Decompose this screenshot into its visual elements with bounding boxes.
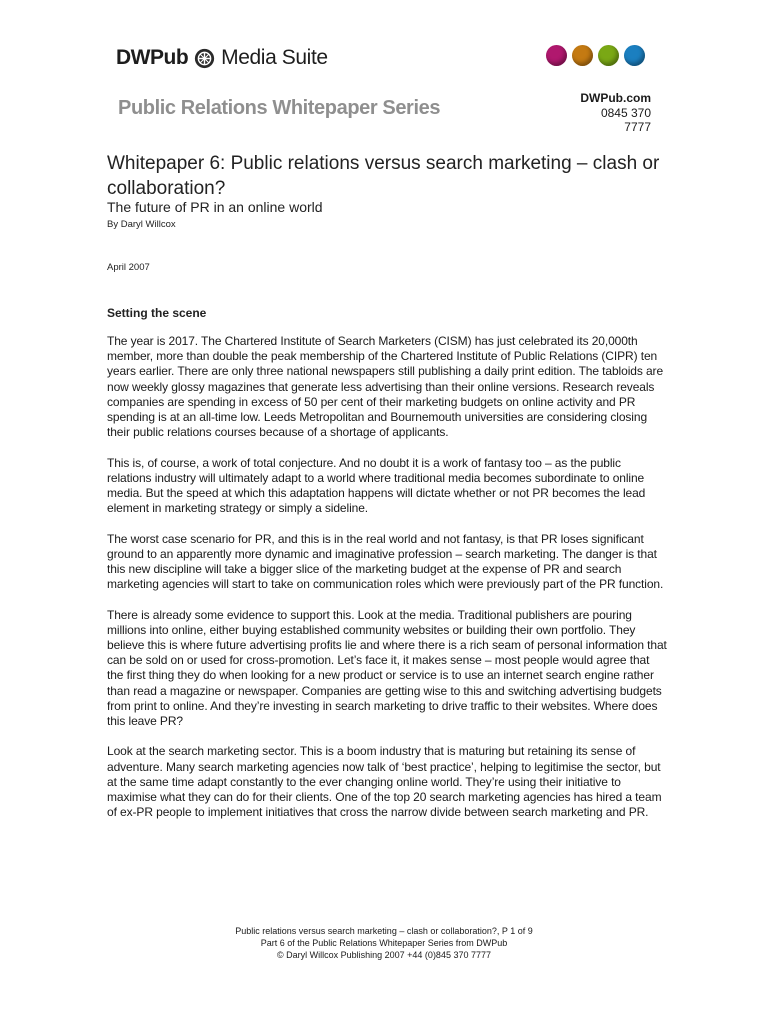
brand-suite: Media Suite	[221, 46, 328, 69]
contact-web-link[interactable]: DWPub.com	[580, 91, 651, 105]
paragraph-2: This is, of course, a work of total conjecture. And no doubt it is a work of fantasy too – as the public relations industry will ultimately adapt to a world where traditional media becomes subordinate to online media. But the speed at which this adaptation happens will dictate whether or not PR becomes the lead element in marketing strategy or simply a sideline.	[107, 455, 646, 516]
document-subtitle: The future of PR in an online world	[107, 199, 323, 215]
magenta-dot-icon	[546, 45, 567, 66]
blue-dot-icon	[624, 45, 645, 66]
paragraph-5: Look at the search marketing sector. This is a boom industry that is maturing but retaining its sense of adventure. Many search marketing agencies now talk of ‘best practice’, helping to legitimise the sector, but at the same time adapt constantly to the ever changing online world. They’re using their initiative to maximise what they can do for their clients. One of the top 20 search marketing agencies has hired a team of ex-PR people to implement initiatives that cross the narrow divide between search marketing and PR.	[107, 744, 662, 820]
section-heading: Setting the scene	[107, 306, 207, 320]
brand-name: DWPub	[116, 46, 189, 69]
series-title: Public Relations Whitepaper Series	[118, 97, 441, 119]
green-dot-icon	[598, 45, 619, 66]
orange-dot-icon	[572, 45, 593, 66]
footer-line-1: Public relations versus search marketing – clash or collaboration?, P 1 of 9	[235, 926, 533, 936]
paragraph-1: The year is 2017. The Chartered Institute of Search Marketers (CISM) has just celebrated its 20,000th member, more than double the peak membership of the Chartered Institute of Public Relations (CIPR) ten years earlier. There are only three national newspapers still publishing a daily print edition. The tabloids are now weekly glossy magazines that generate less advertising than their online versions. Research reveals companies are spending in excess of 50 per cent of their marketing budgets on online activity and PR spending is at an all-time low. Leeds Metropolitan and Bournemouth universities are considering closing their public relations courses because of a shortage of applicants.	[107, 334, 664, 440]
paragraph-3: The worst case scenario for PR, and this is in the real world and not fantasy, is that PR loses significant ground to an apparently more dynamic and imaginative profession – search marketing. The danger is that this new discipline will take a bigger slice of the marketing budget at the expense of PR and search marketing agencies will start to take on communication roles which were previously part of the PR function.	[107, 531, 664, 592]
document-author: By Daryl Willcox	[107, 219, 176, 230]
document-date: April 2007	[107, 262, 150, 273]
page-footer	[0, 925, 768, 961]
globe-logo-icon	[194, 48, 215, 69]
page-header	[116, 40, 656, 134]
contact-info	[576, 91, 651, 134]
footer-line-3: © Daryl Willcox Publishing 2007 +44 (0)845 370 7777	[276, 950, 491, 960]
body-text	[107, 334, 667, 836]
brand-logo	[116, 46, 328, 70]
footer-line-2: Part 6 of the Public Relations Whitepaper Series from DWPub	[260, 938, 508, 948]
paragraph-4: There is already some evidence to support this. Look at the media. Traditional publishers are pouring millions into online, either buying established community websites or building their own portfolio. They believe this is where future advertising profits lie and where there is a rich seam of personal information that can be sold on or used for cross-promotion. Let’s face it, it makes sense – most people would agree that the first thing they do when looking for a new product or service is to use an internet search engine rather than read a magazine or newspaper. Companies are getting wise to this and switching advertising budgets from print to online. And they’re investing in search marketing to drive traffic to their websites. Where does this leave PR?	[107, 607, 667, 729]
color-dots	[546, 45, 645, 66]
contact-phone: 0845 370 7777	[600, 106, 651, 134]
document-title: Whitepaper 6: Public relations versus search marketing – clash or collaboration?	[107, 153, 660, 199]
